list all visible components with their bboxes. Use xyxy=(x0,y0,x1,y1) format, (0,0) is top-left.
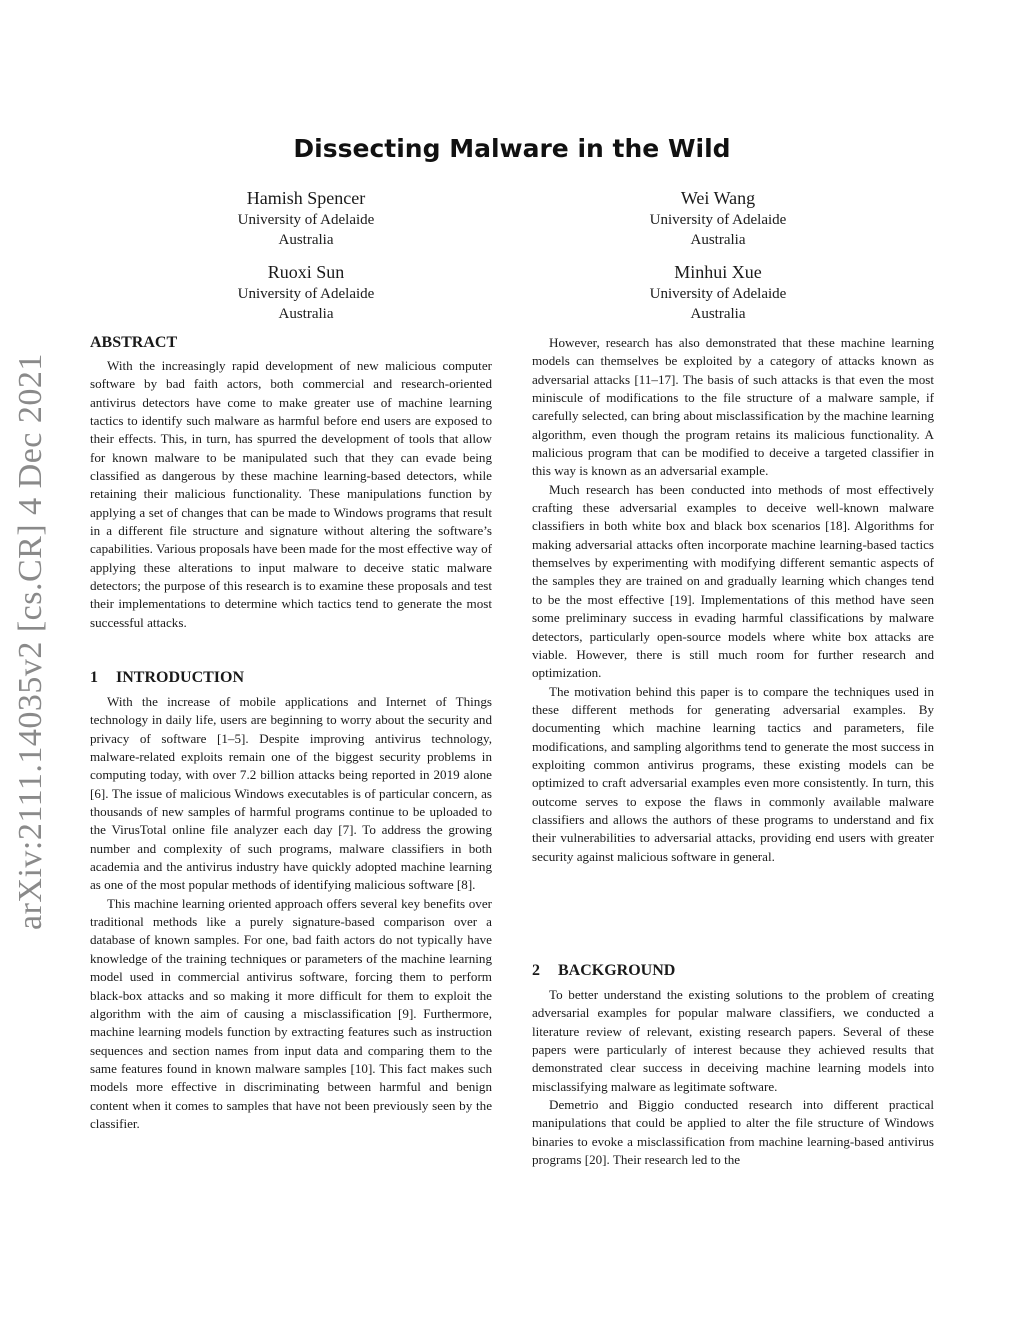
author-country: Australia xyxy=(690,306,746,322)
section-title: BACKGROUND xyxy=(558,962,676,979)
paragraph: The motivation behind this paper is to compare the techniques used in these different methods for generating adversarial examples. By documenting which machine learning tactics and parameters, file modifications, and sampling algorithms tend to generate the most success in exploiting common antivirus programs, these existing models can be optimized to craft adversarial examples even more consistently. In turn, this outcome serves to expose the flaws in commonly available malware classifiers and allows the authors of these programs to understand and fix their vulnerabilities to adversarial attacks, providing end users with greater security against malicious software in general. xyxy=(532,683,934,864)
author-block xyxy=(558,261,878,324)
paragraph: Much research has been conducted into methods of most effectively crafting these adversarial examples to deceive well-known malware classifiers in both white box and black box scenarios [18]. Algorithms for making adversarial attacks often incorporate machine learning-based tactics themselves by experimenting with modifying different semantic aspects of the samples they are trained on and gradually learning which changes tend to be the most effective [19]. Implementations of this method have seen some preliminary success in evading harmful classifications by malware detectors, particularly open-source models where white box attacks are viable. However, there is still much room for further research and optimization. xyxy=(532,481,934,681)
author-name: Wei Wang xyxy=(680,188,756,208)
author-affiliation: University of Adelaide xyxy=(237,212,375,228)
author-country: Australia xyxy=(278,232,334,248)
introduction-heading xyxy=(90,668,492,688)
background-heading xyxy=(532,961,934,981)
paragraph: This machine learning oriented approach offers several key benefits over traditional methods like a purely signature-based comparison over a database of known samples. For one, bad faith actors do not typically have knowledge of the training techniques or parameters of the machine learning model used in commercial antivirus software, forcing them to perform black-box attacks and so making it more difficult for them to exploit the algorithm with the aim of causing a misclassification [9]. Furthermore, machine learning models function by extracting features such as instruction sequences and section names from input data and comparing them to the same features found in known malware samples [10]. This fact makes such models more effective in discriminating between harmful and benign content when it comes to samples that have not been previously seen by the classifier. xyxy=(90,895,492,1131)
author-affiliation: University of Adelaide xyxy=(649,286,787,302)
paragraph: With the increase of mobile applications and Internet of Things technology in daily life, users are beginning to worry about the security and privacy of software [1–5]. Despite improving antivirus technology, malware-related exploits remain one of the biggest security problems in computing today, with over 7.2 billion attacks being reported in 2019 alone [6]. The issue of malicious Windows executables is of particular concern, as thousands of new samples of harmful programs continue to be uploaded to the VirusTotal online file analyzer each day [7]. To address the growing number and complexity of such programs, malware classifiers in both academia and the antivirus industry have quickly adopted machine learning as one of the most popular methods of identifying malicious software [8]. xyxy=(90,694,492,893)
background-section xyxy=(532,961,934,1169)
abstract-section xyxy=(90,333,492,632)
author-country: Australia xyxy=(690,232,746,248)
author-block xyxy=(146,187,466,250)
author-country: Australia xyxy=(278,306,334,322)
author-name: Hamish Spencer xyxy=(246,188,366,208)
introduction-section xyxy=(90,668,492,1133)
author-block xyxy=(558,187,878,250)
abstract-heading: ABSTRACT xyxy=(90,334,178,351)
section-title: INTRODUCTION xyxy=(116,669,245,686)
paragraph: However, research has also demonstrated that these machine learning models can themselves be exploited by a category of attacks known as adversarial attacks [11–17]. The basis of such attacks is that even the most miniscule of modifications to the file structure of a malware sample, if carefully selected, can bring about misclassification by the machine learning algorithm, even though the program retains its malicious functionality. A malicious program that can be modified to deceive a targeted classifier in this way is known as an adversarial example. xyxy=(532,335,934,479)
author-name: Minhui Xue xyxy=(674,262,762,282)
abstract-text: With the increasingly rapid development of new malicious computer software by bad faith actors, both commercial and research-oriented antivirus detectors have come to make greater use of machine learning tactics to identify such malware as harmful before end users are exposed to their effects. This, in turn, has spurred the development of tools that allow for known malware to be manipulated such that they can evade being classified as dangerous by these machine learning-based detectors, while retaining their malicious functionality. These manipulations function by applying a set of changes that can be made to Windows programs that result in a different file structure and signature without altering the software’s capabilities. Various proposals have been made for the most effective way of applying these alterations to input malware to deceive static malware detectors; the purpose of this research is to examine these proposals and test their implementations to determine which tactics tend to generate the most successful attacks. xyxy=(90,358,492,630)
section-number: 2 xyxy=(532,962,540,979)
paper-title: Dissecting Malware in the Wild xyxy=(293,134,731,163)
arxiv-identifier-text: arXiv:2111.14035v2 [cs.CR] 4 Dec 2021 xyxy=(12,353,49,930)
author-affiliation: University of Adelaide xyxy=(237,286,375,302)
section-number: 1 xyxy=(90,669,98,686)
paragraph: To better understand the existing solutions to the problem of creating adversarial examples for popular malware classifiers, we conducted a literature review of relevant, existing research papers. Several of these papers were particularly of interest because they achieved results that demonstrated clear success in deceiving machine learning models into misclassifying malware as legitimate software. xyxy=(532,987,934,1094)
author-block xyxy=(146,261,466,324)
paragraph: Demetrio and Biggio conducted research into different practical manipulations that could be applied to alter the file structure of Windows binaries to evoke a misclassification from machine learning-based antivirus programs [20]. Their research led to the xyxy=(532,1097,934,1168)
author-name: Ruoxi Sun xyxy=(267,262,345,282)
author-affiliation: University of Adelaide xyxy=(649,212,787,228)
right-column xyxy=(532,334,934,866)
